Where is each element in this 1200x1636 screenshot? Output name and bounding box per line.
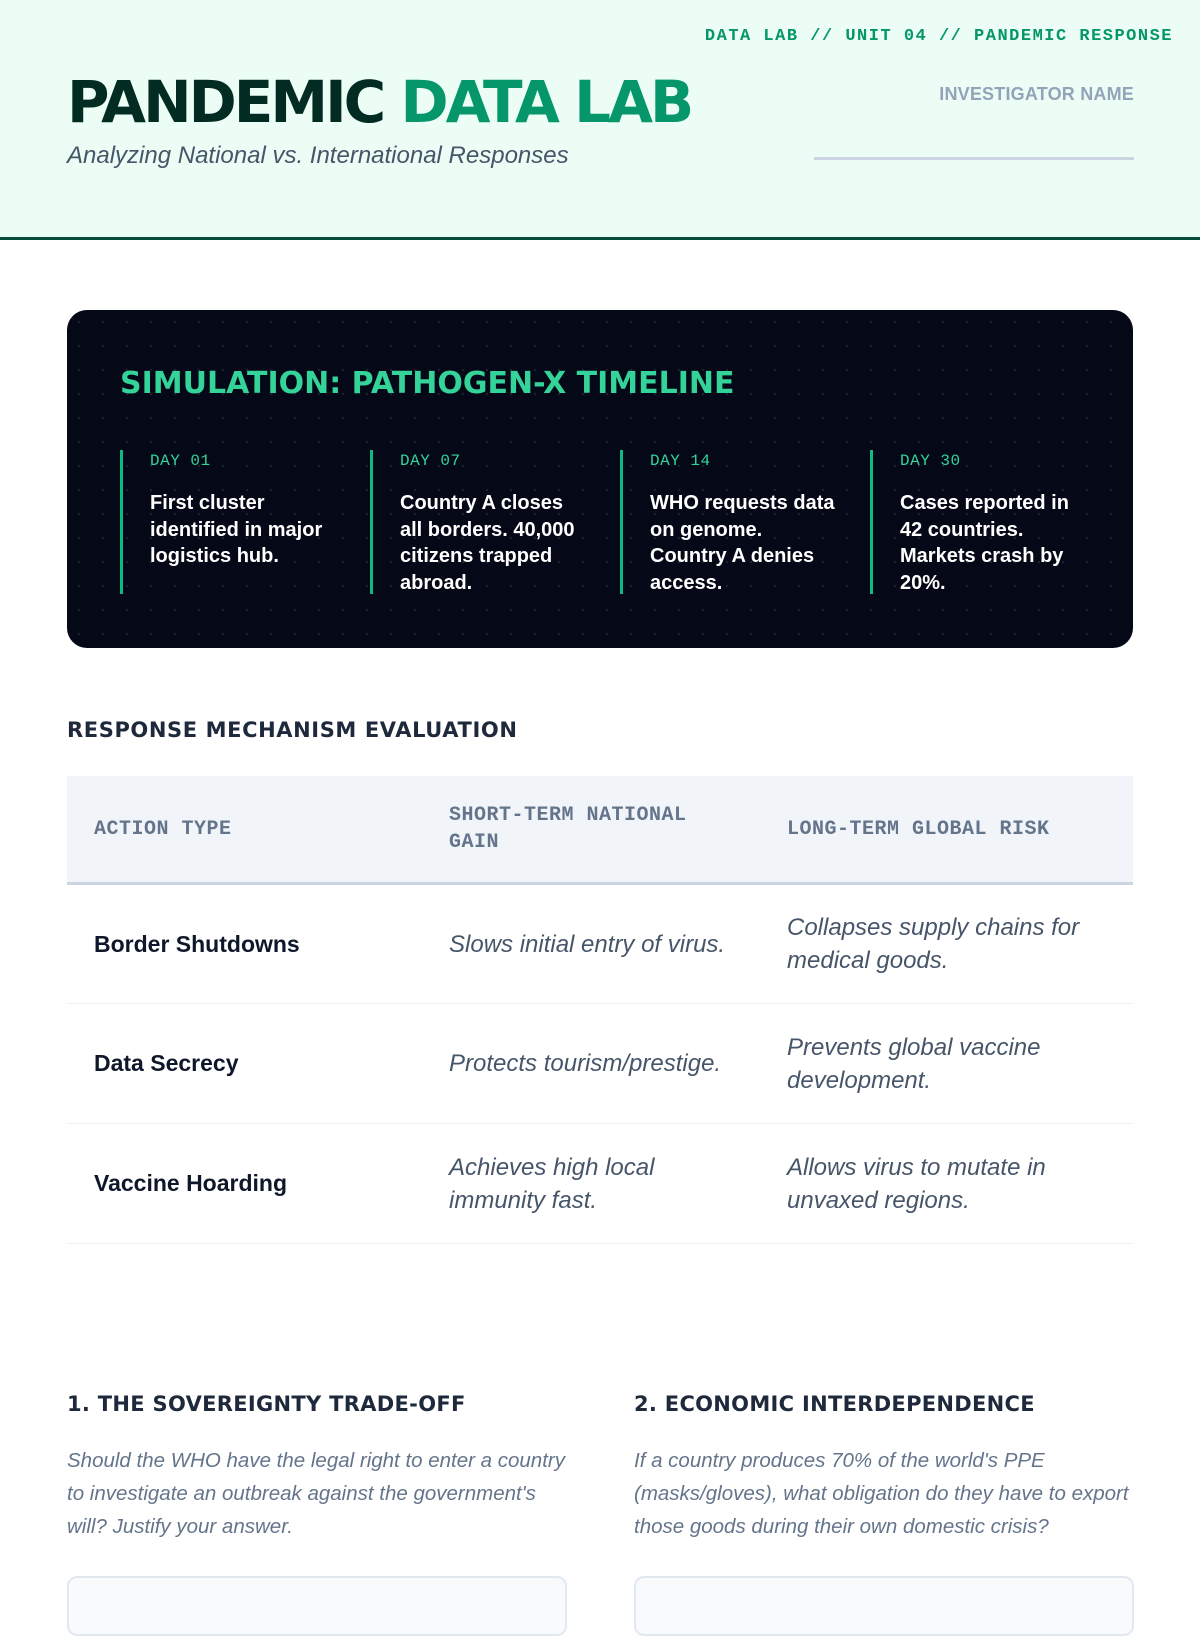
timeline-text: First cluster identified in major logistics hub.: [150, 492, 323, 567]
investigator-name-label: INVESTIGATOR NAME: [939, 84, 1134, 104]
action-type-cell: Border Shutdowns: [67, 884, 422, 1004]
national-gain-cell: Slows initial entry of virus.: [422, 884, 760, 1004]
answer-box-1[interactable]: [67, 1576, 567, 1636]
question-prompt: Should the WHO have the legal right to enter a country to investigate an outbreak against the government's will? Justify your answer.: [67, 1449, 565, 1538]
table-header-row: [67, 776, 1133, 884]
action-type-cell: Data Secrecy: [67, 1004, 422, 1124]
page-title-part1: PANDEMIC: [67, 68, 384, 136]
global-risk-cell: Allows virus to mutate in unvaxed regions.: [760, 1124, 1133, 1244]
table-row: [67, 1004, 1133, 1124]
evaluation-heading: RESPONSE MECHANISM EVALUATION: [67, 718, 518, 742]
global-risk-cell: Prevents global vaccine development.: [760, 1004, 1133, 1124]
simulation-title: SIMULATION: PATHOGEN-X TIMELINE: [120, 366, 735, 401]
national-gain-cell: Protects tourism/prestige.: [422, 1004, 760, 1124]
table-row: [67, 884, 1133, 1004]
question-block: [634, 1392, 1134, 1543]
evaluation-table: [67, 776, 1133, 1244]
timeline-text: Country A closes all borders. 40,000 citizens trapped abroad.: [400, 492, 575, 594]
question-heading: 1. THE SOVEREIGNTY TRADE-OFF: [67, 1392, 466, 1416]
action-type-cell: Vaccine Hoarding: [67, 1124, 422, 1244]
question-heading: 2. ECONOMIC INTERDEPENDENCE: [634, 1392, 1035, 1416]
timeline-day: DAY 14: [650, 452, 711, 470]
question-prompt: If a country produces 70% of the world's PPE (masks/gloves), what obligation do they have to export those goods during their own domestic crisis?: [634, 1449, 1129, 1538]
timeline-day: DAY 07: [400, 452, 461, 470]
timeline-text: Cases reported in 42 countries. Markets crash by 20%.: [900, 492, 1069, 594]
page-subtitle: Analyzing National vs. International Responses: [67, 142, 569, 169]
column-header-global-risk: LONG-TERM GLOBAL RISK: [760, 776, 1133, 884]
question-block: [67, 1392, 567, 1543]
page-header: [0, 0, 1200, 240]
timeline-event: [370, 450, 590, 594]
timeline-event: [870, 450, 1090, 594]
national-gain-cell: Achieves high local immunity fast.: [422, 1124, 760, 1244]
column-header-action-type: ACTION TYPE: [67, 776, 422, 884]
investigator-name-field[interactable]: [814, 157, 1134, 160]
timeline-text: WHO requests data on genome. Country A denies access.: [650, 492, 835, 594]
simulation-card: [67, 310, 1133, 648]
page-title: [67, 62, 691, 142]
timeline-day: DAY 30: [900, 452, 961, 470]
timeline-event: [620, 450, 840, 594]
answer-box-2[interactable]: [634, 1576, 1134, 1636]
timeline-event: [120, 450, 340, 594]
timeline-day: DAY 01: [150, 452, 211, 470]
breadcrumb: DATA LAB // UNIT 04 // PANDEMIC RESPONSE: [704, 27, 1173, 46]
global-risk-cell: Collapses supply chains for medical goods.: [760, 884, 1133, 1004]
column-header-national-gain: SHORT-TERM NATIONAL GAIN: [422, 776, 760, 884]
table-row: [67, 1124, 1133, 1244]
page-title-part2: DATA LAB: [400, 68, 692, 136]
